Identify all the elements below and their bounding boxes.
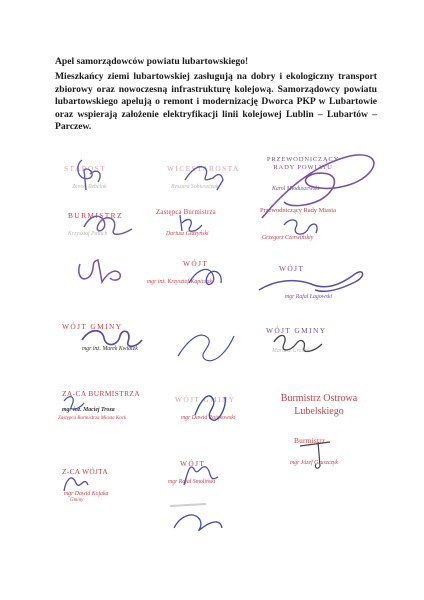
- stamp-title: WÓJT: [180, 459, 206, 468]
- signature-block-burmistrz-gruszczyk: [290, 436, 420, 482]
- stamp-title: BURMISTRZ: [68, 211, 123, 220]
- stamp-name: Dariusz Głażyński: [166, 231, 209, 237]
- stamp-name: mgr Dawid Kojaka: [64, 491, 109, 497]
- handwritten-signature: [60, 152, 120, 192]
- stamp-subname: Gminy: [70, 498, 84, 503]
- stamp-subname: Zastępca Burmistrza Miasta Kock: [58, 416, 127, 421]
- handwritten-signature: [160, 500, 240, 540]
- stamp-name: mgr Dawid Pająkowski: [181, 415, 236, 421]
- stamp-title: Z-CA WÓJTA: [62, 467, 108, 476]
- stamp-title: Zastępca Burmistrza: [156, 209, 216, 216]
- signature-block-wojt-grobel: [252, 322, 382, 368]
- handwritten-signature: [152, 205, 222, 241]
- stamp-name: Karol Mioduszewski: [272, 186, 320, 192]
- handwritten-signature: [160, 455, 230, 491]
- handwritten-signature: [252, 322, 352, 362]
- stamp-title: WICESTAROSTA: [167, 164, 240, 173]
- handwritten-signature: [155, 150, 245, 194]
- handwritten-signature: [62, 318, 162, 358]
- stamp-name: mgr inż. Krzysztof Kapiczak: [147, 279, 213, 285]
- handwritten-signature: [255, 260, 375, 310]
- stamp-title: STAROST: [64, 164, 107, 173]
- signature-block-burmistrz-ostrowa: [258, 392, 388, 438]
- signature-block-wojt-smolinski: [160, 455, 290, 501]
- stamp-name: mgr Rafał Łagowski: [285, 294, 333, 300]
- handwritten-signature: [60, 250, 150, 290]
- document-title: Apel samorządowców powiatu lubartowskiego!: [55, 56, 249, 67]
- signature-block-bottom: [160, 500, 290, 546]
- stamp-name: Zenon Rebelak: [72, 184, 107, 190]
- handwritten-signature: [56, 385, 156, 425]
- stamp-title: WÓJT: [183, 259, 209, 268]
- stamp-title: ZA-CA BURMISTRZA: [62, 389, 141, 398]
- stamp-title: PRZEWODNICZĄCY RADY POWIATU: [266, 156, 340, 171]
- stamp-title: Burmistrz Ostrowa Lubelskiego: [280, 393, 358, 417]
- stamp-name: mgr Rafał Smoliński: [168, 479, 216, 485]
- appeal-body: Mieszkańcy ziemi lubartowskiej zasługują na dobry i ekologiczny transport zbiorowy oraz nowoczesną infrastrukturę kolejową. Samorządowcy powiatu lubartowskiego apelują o remont i modernizację Dworca PKP w Lubartowie oraz wspierają założenie elektryfikacji linii kolejowej Lublin – Lubartów – Parczew.: [55, 71, 377, 133]
- handwritten-signature: [145, 255, 245, 295]
- signature-block-przewodniczacy-powiatu: [250, 150, 380, 196]
- stamp-title: WÓJT GMINY: [62, 322, 123, 331]
- stamp-name: Ryszard Sobieszczak: [171, 184, 219, 190]
- stamp-title: WÓJT: [279, 264, 305, 273]
- stamp-name: mgr Józef Gruszczyk: [290, 460, 338, 466]
- handwritten-signature: [148, 320, 258, 374]
- stamp-title: Przewodniczący Rady Miasta: [260, 207, 336, 214]
- handwritten-signature: [58, 463, 118, 503]
- stamp-name: Grzegorz Czerwińskiy: [262, 235, 314, 241]
- signature-block-przewodniczacy-rady-miasta: [250, 205, 380, 251]
- handwritten-signature: [60, 205, 150, 245]
- handwritten-signature: [250, 205, 340, 245]
- handwritten-signature: [155, 385, 255, 429]
- stamp-title: WÓJT GMINY: [266, 326, 327, 335]
- stamp-name: Krzysztof Paluch: [68, 231, 108, 237]
- stamp-name: mgr inż. Marek Kwiatek: [82, 346, 138, 352]
- stamp-name: mgr inż. Maciej Troza: [62, 407, 115, 413]
- signature-block-wojt-lagowski: [255, 260, 385, 306]
- stamp-title: Burmistrz: [294, 436, 326, 445]
- stamp-title: WÓJT GMINY: [175, 395, 236, 404]
- stamp-name: Mariusz Grobel: [272, 348, 309, 354]
- handwritten-signature: [290, 436, 370, 472]
